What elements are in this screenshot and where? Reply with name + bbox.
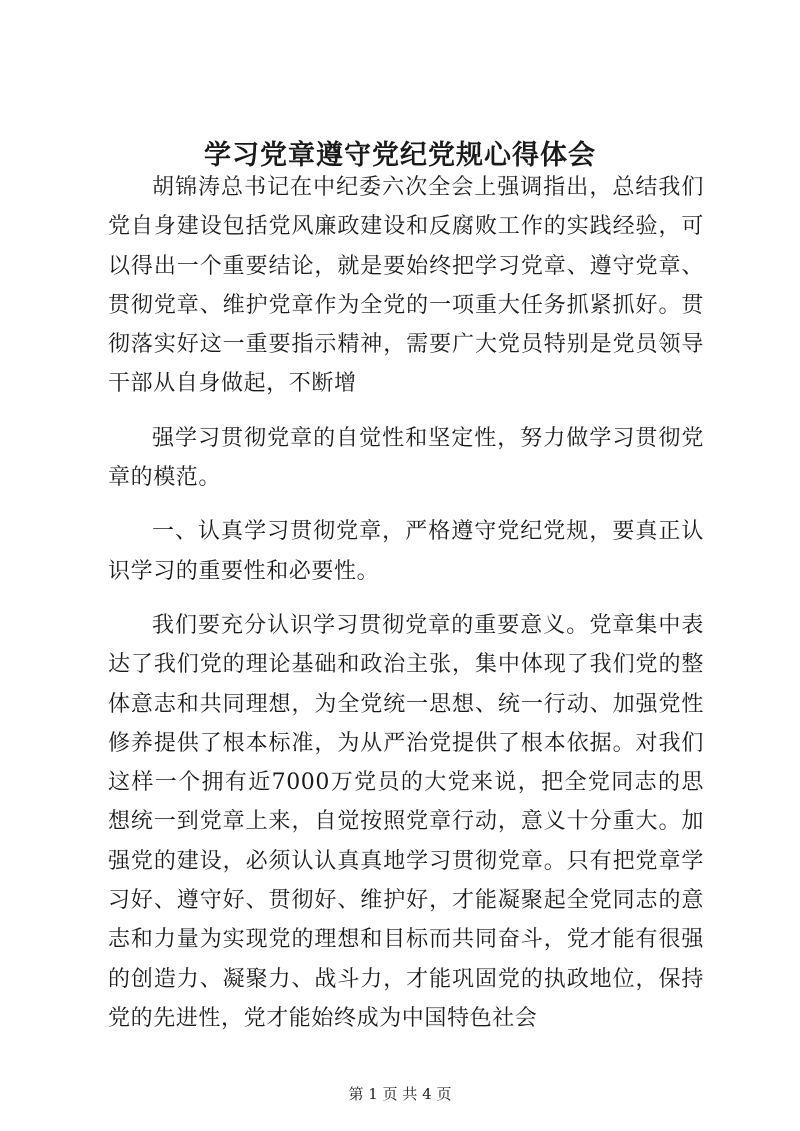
paragraph-4: 我们要充分认识学习贯彻党章的重要意义。党章集中表达了我们党的理论基础和政治主张，集中体现了我们党的整体意志和共同理想，为全党统一思想、统一行动、加强党性修养提供了根本标准，为从严治党提供了根本依据。对我们这样一个拥有近7000万党员的大党来说，把全党同志的思想统一到党章上来，自觉按照党章行动，意义十分重大。加强党的建设，必须认认真真地学习贯彻党章。只有把党章学习好、遵守好、贯彻好、维护好，才能凝聚起全党同志的意志和力量为实现党的理想和目标而共同奋斗，党才能有很强的创造力、凝聚力、战斗力，才能巩固党的执政地位，保持党的先进性，党才能始终成为中国特色社会 [108, 612, 704, 1031]
document-title: 学习党章遵守党纪党规心得体会 [204, 140, 596, 171]
paragraph-1: 胡锦涛总书记在中纪委六次全会上强调指出，总结我们党自身建设包括党风廉政建设和反腐败工作的实践经验，可以得出一个重要结论，就是要始终把学习党章、遵守党章、贯彻党章、维护党章作为全党的一项重大任务抓紧抓好。贯彻落实好这一重要指示精神，需要广大党员特别是党员领导干部从自身做起，不断增 [108, 175, 704, 397]
paragraph-2: 强学习贯彻党章的自觉性和坚定性，努力做学习贯彻党章的模范。 [108, 425, 704, 491]
document-body [108, 168, 704, 1053]
page-footer: 第 1 页 共 4 页 [348, 1085, 452, 1103]
paragraph-3: 一、认真学习贯彻党章，严格遵守党纪党规，要真正认识学习的重要性和必要性。 [108, 519, 704, 584]
